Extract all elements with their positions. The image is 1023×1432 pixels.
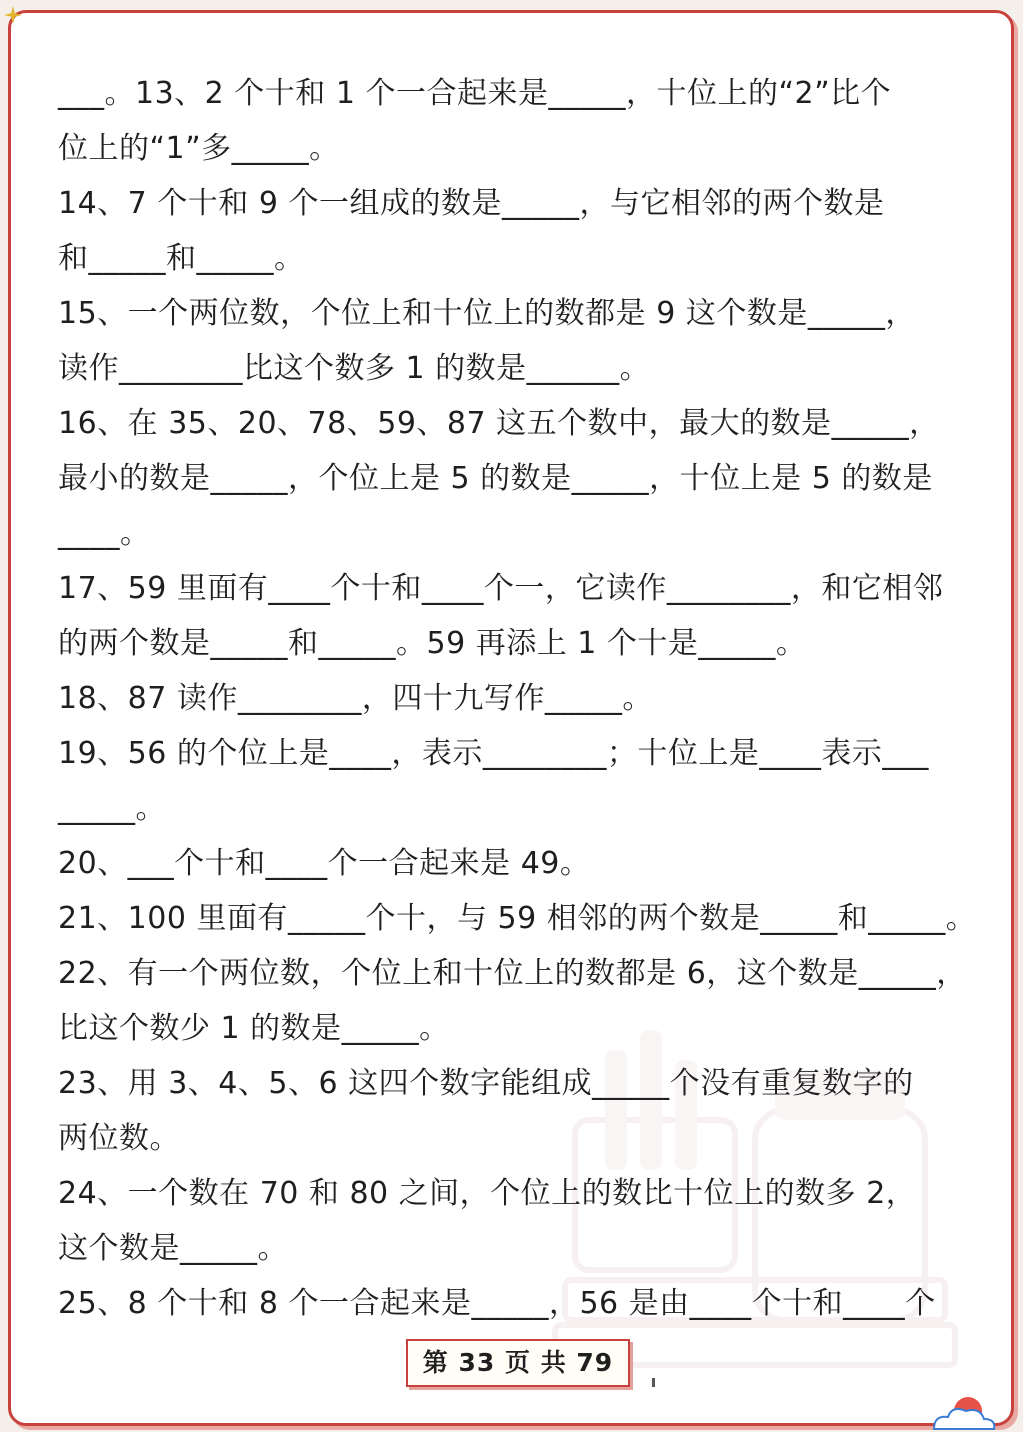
question-line: 18、87 读作________，四十九写作_____。 xyxy=(58,681,653,716)
question-line: 这个数是_____。 xyxy=(58,1231,288,1266)
question-line: 最小的数是_____，个位上是 5 的数是_____，十位上是 5 的数是 xyxy=(58,461,933,496)
sparkle-icon xyxy=(4,6,22,24)
question-line: 20、___个十和____个一合起来是 49。 xyxy=(58,846,591,881)
question-line: 17、59 里面有____个十和____个一，它读作________，和它相邻 xyxy=(58,571,944,606)
question-line: 19、56 的个位上是____，表示________；十位上是____表示___ xyxy=(58,736,929,771)
divider-mark xyxy=(652,1378,655,1387)
question-line: 16、在 35、20、78、59、87 这五个数中，最大的数是_____， xyxy=(58,406,940,441)
page-number-badge: 第 33 页 共 79 xyxy=(406,1339,630,1387)
question-line: 23、用 3、4、5、6 这四个数字能组成_____个没有重复数字的 xyxy=(58,1066,914,1101)
question-line: 两位数。 xyxy=(58,1121,180,1156)
cloud-icon xyxy=(928,1395,998,1431)
question-line: 的两个数是_____和_____。59 再添上 1 个十是_____。 xyxy=(58,626,807,661)
question-line: 和_____和_____。 xyxy=(58,241,305,276)
question-line: 14、7 个十和 9 个一组成的数是_____，与它相邻的两个数是 xyxy=(58,186,885,221)
question-line: 25、8 个十和 8 个一合起来是_____，56 是由____个十和____个 xyxy=(58,1286,936,1321)
question-line: 比这个数少 1 的数是_____。 xyxy=(58,1011,450,1046)
question-line: _____。 xyxy=(58,791,166,826)
question-line: ____。 xyxy=(58,516,151,551)
question-line: 22、有一个两位数，个位上和十位上的数都是 6，这个数是_____， xyxy=(58,956,967,991)
question-line: 读作________比这个数多 1 的数是______。 xyxy=(58,351,651,386)
question-list xyxy=(58,66,977,1331)
question-line: 24、一个数在 70 和 80 之间，个位上的数比十位上的数多 2， xyxy=(58,1176,917,1211)
question-line: 位上的“1”多_____。 xyxy=(58,131,340,166)
question-line: ___。13、2 个十和 1 个一合起来是_____，十位上的“2”比个 xyxy=(58,76,892,111)
question-line: 21、100 里面有_____个十，与 59 相邻的两个数是_____和_____。 xyxy=(58,901,977,936)
question-line: 15、一个两位数，个位上和十位上的数都是 9 这个数是_____， xyxy=(58,296,916,331)
